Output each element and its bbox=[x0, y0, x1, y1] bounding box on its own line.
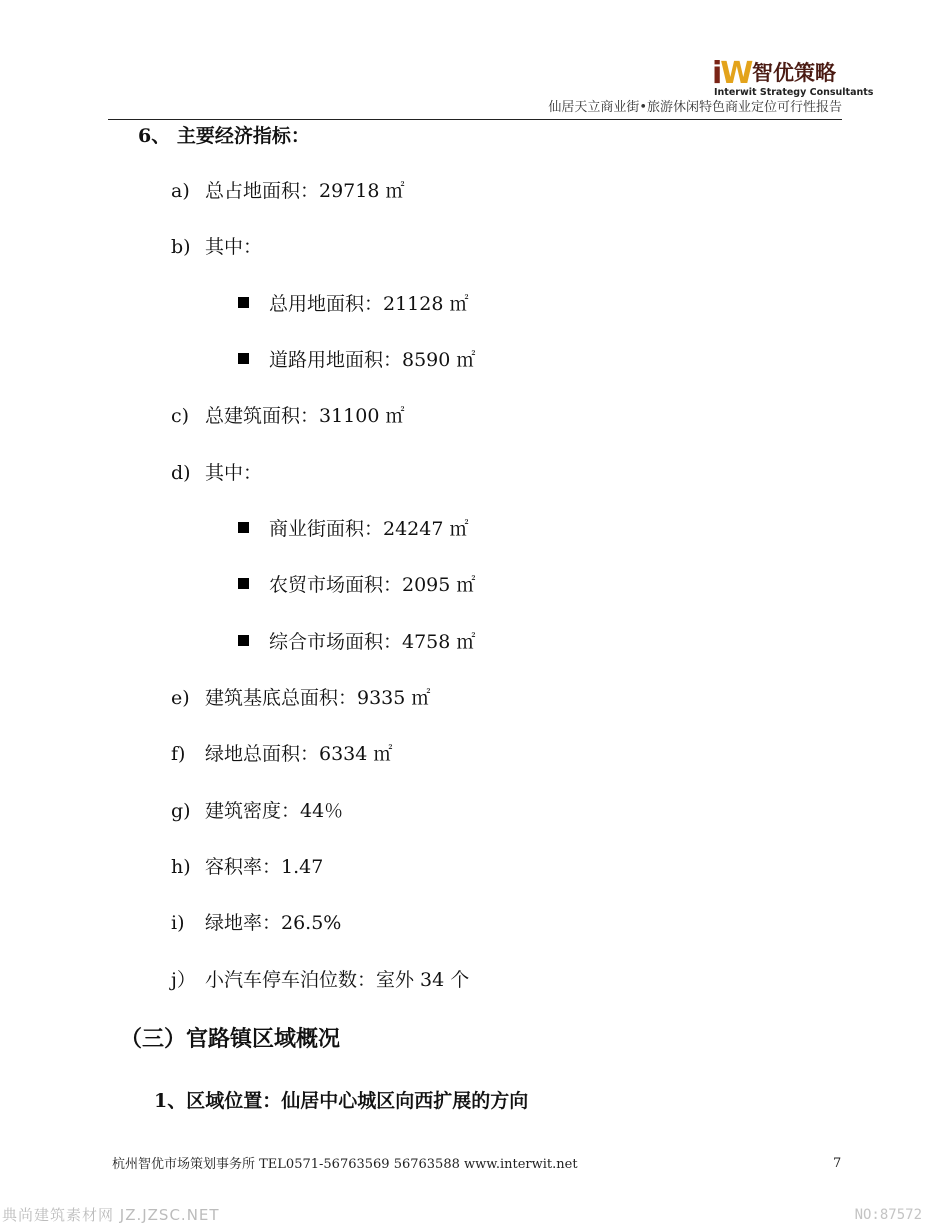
indicator-item-c bbox=[171, 403, 404, 429]
item-text: 建筑密度：44％ bbox=[205, 800, 344, 822]
indicator-item-j bbox=[171, 967, 469, 993]
indicator-item-h bbox=[171, 854, 323, 880]
logo-mark-i: i bbox=[712, 56, 721, 91]
item-text: 小汽车停车泊位数：室外 34 个 bbox=[205, 969, 470, 991]
indicator-item-e bbox=[171, 685, 430, 711]
item-letter: h) bbox=[171, 856, 191, 878]
item-letter: f) bbox=[171, 743, 186, 765]
logo-mark bbox=[712, 58, 751, 90]
bullet-text: 农贸市场面积：2095 ㎡ bbox=[269, 574, 476, 596]
item-text: 绿地率：26.5% bbox=[205, 912, 342, 934]
item-letter: j） bbox=[171, 969, 196, 991]
footer-company-info: 杭州智优市场策划事务所 TEL0571-56763569 56763588 www.interwit.net bbox=[112, 1157, 578, 1172]
item-letter: c) bbox=[171, 405, 190, 427]
item-letter: i) bbox=[171, 912, 185, 934]
indicator-item-f bbox=[171, 741, 392, 767]
logo-name-cn: 智优策略 bbox=[752, 61, 836, 85]
indicator-item-g bbox=[171, 798, 343, 824]
item-text: 容积率：1.47 bbox=[205, 856, 324, 878]
bullet-item bbox=[238, 516, 468, 542]
logo-mark-w: W bbox=[720, 56, 752, 91]
square-bullet-icon bbox=[238, 297, 249, 308]
bullet-text: 道路用地面积：8590 ㎡ bbox=[269, 349, 476, 371]
indicator-item-b bbox=[171, 234, 262, 260]
indicator-item-a bbox=[171, 178, 404, 204]
item-text: 总建筑面积：31100 ㎡ bbox=[205, 405, 405, 427]
logo-name-en: Interwit Strategy Consultants bbox=[714, 87, 874, 98]
indicator-item-d bbox=[171, 460, 262, 486]
bullet-text: 总用地面积：21128 ㎡ bbox=[269, 293, 469, 315]
item-text: 其中： bbox=[205, 462, 263, 484]
square-bullet-icon bbox=[238, 578, 249, 589]
square-bullet-icon bbox=[238, 635, 249, 646]
item-text: 建筑基底总面积：9335 ㎡ bbox=[205, 687, 431, 709]
item-text: 总占地面积：29718 ㎡ bbox=[205, 180, 405, 202]
watermark-site: 典尚建筑素材网 JZ.JZSC.NET bbox=[2, 1206, 220, 1224]
item-letter: a) bbox=[171, 180, 190, 202]
bullet-item bbox=[238, 347, 475, 373]
company-logo bbox=[712, 56, 874, 98]
item-letter: g) bbox=[171, 800, 191, 822]
bullet-item bbox=[238, 291, 468, 317]
subsection-heading: 1、区域位置：仙居中心城区向西扩展的方向 bbox=[154, 1090, 529, 1112]
item-letter: d) bbox=[171, 462, 191, 484]
header-divider bbox=[108, 119, 842, 120]
watermark-id: NO:87572 bbox=[854, 1207, 922, 1223]
bullet-item bbox=[238, 572, 475, 598]
square-bullet-icon bbox=[238, 522, 249, 533]
bullet-text: 综合市场面积：4758 ㎡ bbox=[269, 631, 476, 653]
item-letter: b) bbox=[171, 236, 191, 258]
square-bullet-icon bbox=[238, 353, 249, 364]
page-number: 7 bbox=[833, 1156, 842, 1171]
report-subtitle: 仙居天立商业街•旅游休闲特色商业定位可行性报告 bbox=[548, 100, 842, 115]
item-text: 其中： bbox=[205, 236, 263, 258]
bullet-text: 商业街面积：24247 ㎡ bbox=[269, 518, 469, 540]
section-title: 6、 主要经济指标： bbox=[138, 125, 310, 147]
indicator-item-i bbox=[171, 910, 341, 936]
bullet-item bbox=[238, 629, 475, 655]
chapter-heading: （三）官路镇区域概况 bbox=[120, 1026, 341, 1052]
item-text: 绿地总面积：6334 ㎡ bbox=[205, 743, 393, 765]
item-letter: e) bbox=[171, 687, 190, 709]
